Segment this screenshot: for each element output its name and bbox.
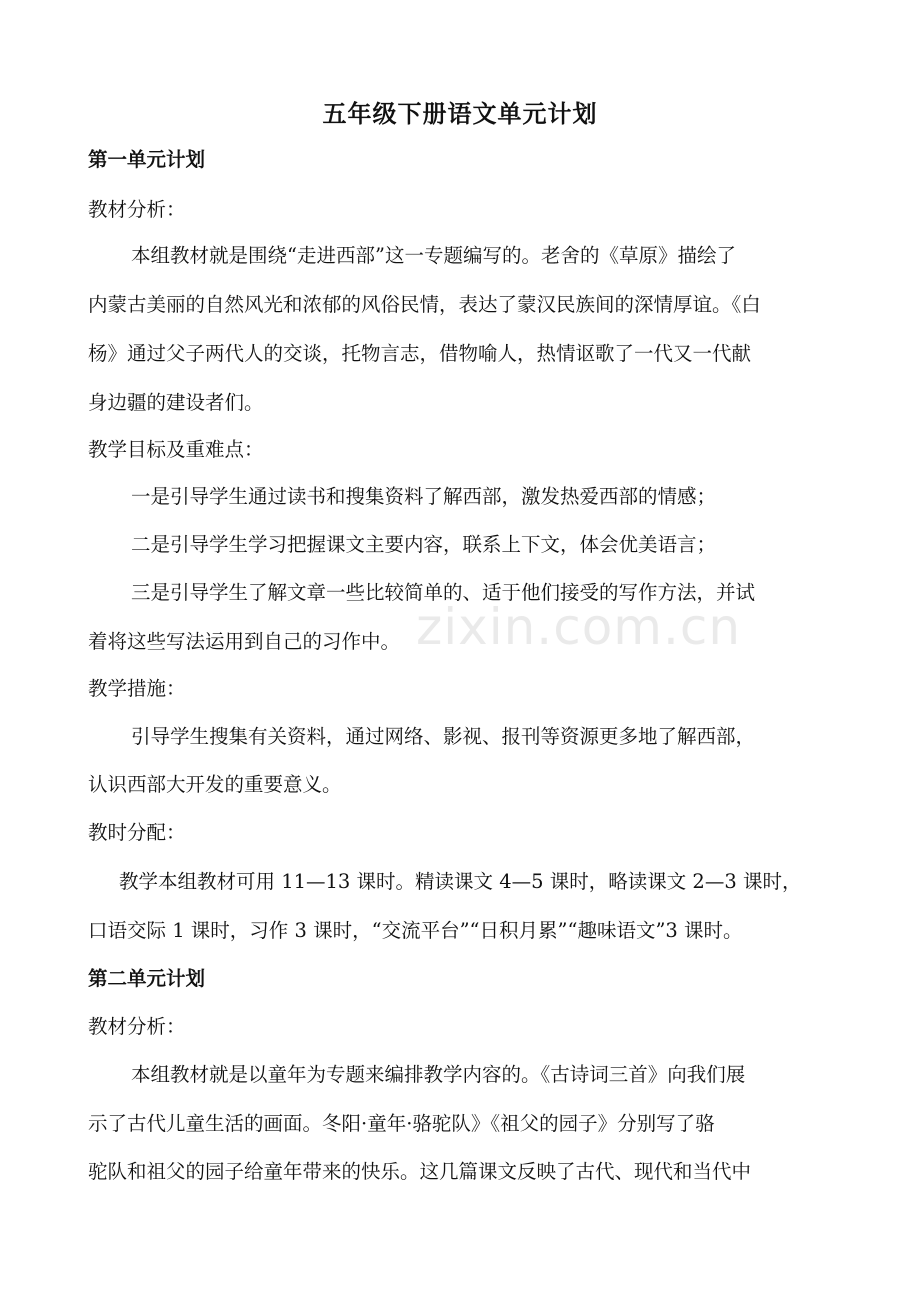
unit2-heading: 第二单元计划 bbox=[88, 967, 206, 990]
unit1-analysis-line: 本组教材就是围绕“走进西部”这一专题编写的。老舍的《草原》描绘了 bbox=[131, 244, 736, 267]
unit2-analysis-line: 驼队和祖父的园子给童年带来的快乐。这几篇课文反映了古代、现代和当代中 bbox=[88, 1160, 752, 1183]
unit1-analysis-label: 教材分析： bbox=[88, 198, 186, 221]
unit2-analysis-line: 本组教材就是以童年为专题来编排教学内容的。《古诗词三首》向我们展 bbox=[131, 1063, 746, 1086]
watermark-text: zixin.com.cn bbox=[416, 598, 742, 656]
unit1-schedule-line: 教学本组教材可用 11—13 课时。精读课文 4—5 课时，略读课文 2—3 课时， bbox=[119, 870, 802, 893]
unit1-measures-line: 引导学生搜集有关资料，通过网络、影视、报刊等资源更多地了解西部， bbox=[131, 725, 756, 748]
unit1-analysis-line: 身边疆的建设者们。 bbox=[88, 391, 264, 414]
unit1-analysis-line: 杨》通过父子两代人的交谈，托物言志，借物喻人，热情讴歌了一代又一代献 bbox=[88, 342, 752, 365]
unit1-schedule-label: 教时分配： bbox=[88, 821, 186, 844]
unit2-analysis-label: 教材分析： bbox=[88, 1015, 186, 1038]
unit1-goals-label: 教学目标及重难点： bbox=[88, 438, 264, 461]
unit1-analysis-line: 内蒙古美丽的自然风光和浓郁的风俗民情，表达了蒙汉民族间的深情厚谊。《白 bbox=[88, 293, 761, 316]
document-title: 五年级下册语文单元计划 bbox=[322, 100, 598, 128]
unit1-goal-line: 二是引导学生学习把握课文主要内容，联系上下文，体会优美语言； bbox=[131, 533, 717, 556]
unit2-analysis-line: 示了古代儿童生活的画面。冬阳·童年·骆驼队》《祖父的园子》分别写了骆 bbox=[88, 1112, 715, 1135]
unit1-heading: 第一单元计划 bbox=[88, 148, 206, 171]
unit1-goal-line: 着将这些写法运用到自己的习作中。 bbox=[88, 630, 401, 653]
unit1-goal-line: 一是引导学生通过读书和搜集资料了解西部，激发热爱西部的情感； bbox=[131, 485, 717, 508]
unit1-schedule-line: 口语交际 1 课时，习作 3 课时，“交流平台”“日积月累”“趣味语文”3 课时。 bbox=[88, 919, 743, 942]
unit1-measures-line: 认识西部大开发的重要意义。 bbox=[88, 773, 342, 796]
unit1-measures-label: 教学措施： bbox=[88, 677, 186, 700]
unit1-goal-line: 三是引导学生了解文章一些比较简单的、适于他们接受的写作方法，并试 bbox=[131, 581, 756, 604]
